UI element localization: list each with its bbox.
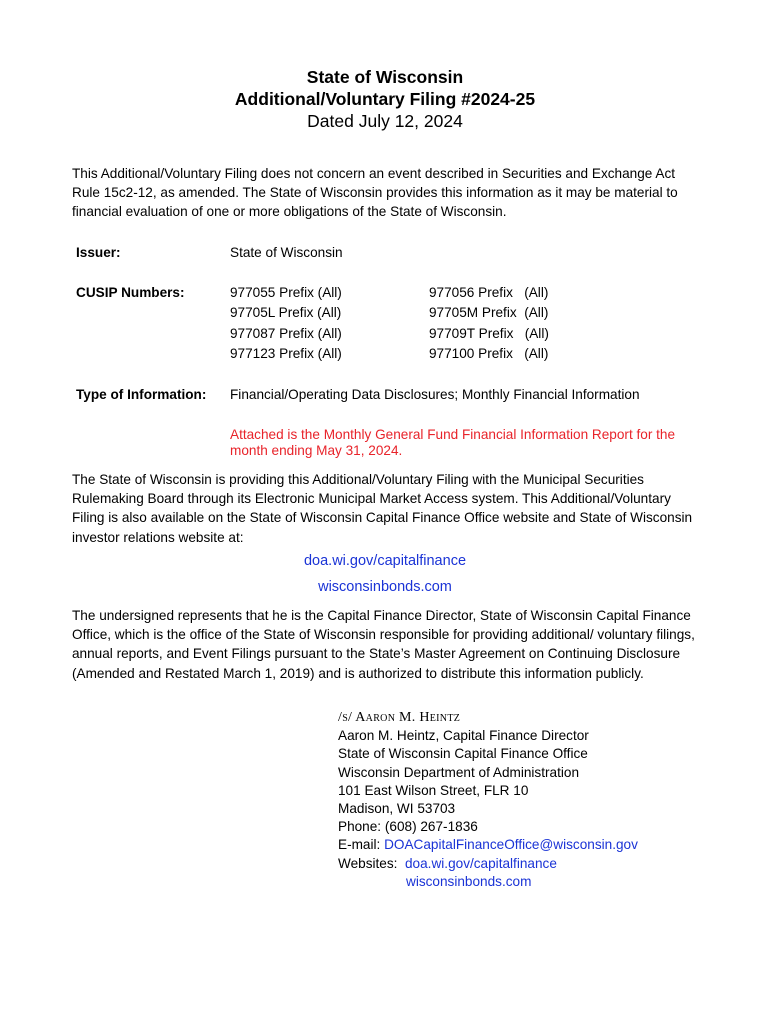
- cusip-item: 97709T Prefix (All): [429, 325, 549, 341]
- signer-street: 101 East Wilson Street, FLR 10: [338, 782, 529, 798]
- email-label: E-mail:: [338, 837, 385, 853]
- bonds-link-row: [0, 577, 770, 597]
- email-link[interactable]: DOACapitalFinanceOffice@wisconsin.gov: [384, 837, 638, 853]
- issuer-value: State of Wisconsin: [230, 245, 343, 260]
- signer-websites-row: [338, 855, 638, 873]
- cusip-list-left: [230, 283, 342, 364]
- signature-block: [338, 709, 638, 891]
- wisconsin-bonds-link[interactable]: wisconsinbonds.com: [318, 579, 452, 595]
- signer-websites-row-2: [338, 873, 638, 891]
- document-title: State of Wisconsin: [306, 67, 464, 87]
- cusip-item: 977055 Prefix (All): [230, 285, 342, 300]
- providing-paragraph: The State of Wisconsin is providing this Additional/Voluntary Filing with the Municipal Securities Rulemaking Board through its Electronic Municipal Market Access system. This Additional/Voluntary Filing is also available on the State of Wisconsin Capital Finance Office website and State of Wisconsin investor relations website at:: [72, 472, 693, 545]
- cusip-item: 97705M Prefix (All): [429, 305, 549, 321]
- signer-office: State of Wisconsin Capital Finance Office: [338, 746, 588, 762]
- title-block: [0, 66, 770, 132]
- attached-report-note: Attached is the Monthly General Fund Financial Information Report for the month ending May 31, 2024.: [230, 427, 676, 458]
- cusip-item: 977123 Prefix (All): [230, 345, 342, 361]
- cusip-item: 977087 Prefix (All): [230, 325, 342, 341]
- cusip-item: 97705L Prefix (All): [230, 305, 342, 321]
- type-of-information-label: Type of Information:: [76, 387, 207, 402]
- filing-date: Dated July 12, 2024: [307, 111, 463, 131]
- signer-name-title: Aaron M. Heintz, Capital Finance Director: [338, 728, 589, 744]
- website-link-capital-finance[interactable]: doa.wi.gov/capitalfinance: [405, 855, 557, 871]
- intro-paragraph: This Additional/Voluntary Filing does not concern an event described in Securities and Exchange Act Rule 15c2-12, as amended. The State of Wisconsin provides this information as it may be material to financial evaluation of one or more obligations of the State of Wisconsin.: [72, 166, 678, 220]
- undersigned-paragraph: The undersigned represents that he is the Capital Finance Director, State of Wisconsin Capital Finance Office, which is the office of the State of Wisconsin responsible for providing additional/ voluntary filings, annual reports, and Event Filings pursuant to the State’s Master Agreement on Continuing Disclosure (Amended and Restated March 1, 2019) and is authorized to distribute this information publicly.: [72, 608, 695, 681]
- cusip-item: 977100 Prefix (All): [429, 345, 549, 361]
- signer-department: Wisconsin Department of Administration: [338, 764, 580, 780]
- type-of-information-value: Financial/Operating Data Disclosures; Monthly Financial Information: [230, 387, 640, 402]
- cusip-item: 977056 Prefix (All): [429, 285, 549, 300]
- websites-label: Websites:: [338, 855, 405, 871]
- filing-number: Additional/Voluntary Filing #2024-25: [234, 89, 536, 109]
- cusip-list-right: [429, 283, 549, 364]
- signer-email-row: [338, 836, 638, 854]
- capital-finance-link-row: [0, 551, 770, 571]
- signer-phone: Phone: (608) 267-1836: [338, 819, 478, 835]
- signature: /s/ Aaron M. Heintz: [338, 710, 461, 725]
- cusip-label: CUSIP Numbers:: [76, 285, 185, 300]
- website-link-bonds[interactable]: wisconsinbonds.com: [406, 873, 532, 889]
- issuer-label: Issuer:: [76, 245, 121, 260]
- capital-finance-link[interactable]: doa.wi.gov/capitalfinance: [303, 553, 467, 569]
- signer-city: Madison, WI 53703: [338, 801, 456, 817]
